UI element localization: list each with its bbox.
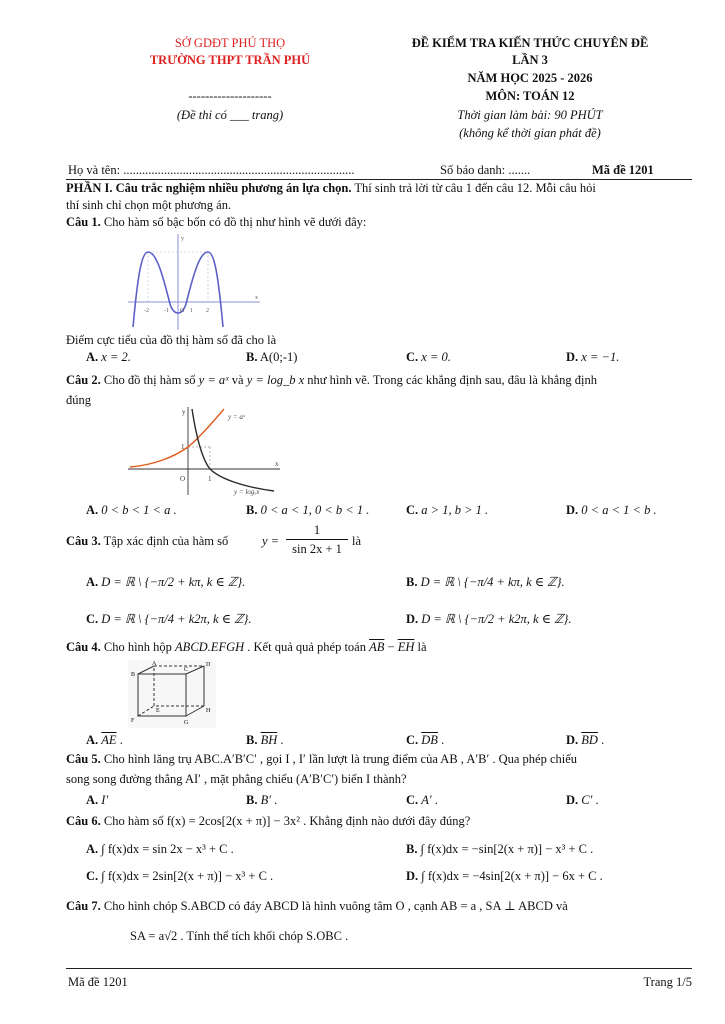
q7-stem-2: SA = a√2 . Tính thể tích khối chóp S.OBC . [130,929,349,943]
q5-label: Câu 5. [66,752,101,766]
exam-code: Mã đề 1201 [592,163,654,177]
q1-tick-neg1: -1 [164,308,169,314]
q4-label-h: H [206,708,211,714]
q2-x-one: 1 [208,475,212,483]
q2-stem-2: đúng [66,393,91,407]
q6-stem: Câu 6. Cho hàm số f(x) = 2cos[2(x + π)] − 3x² . Khẳng định nào dưới đây đúng? [66,814,471,828]
q5-option-c[interactable]: C. A′ . [406,793,438,807]
q4-stem: Câu 4. Cho hình hộp ABCD.EFGH . Kết quả quả phép toán $\overline{AB} - \overline{EH}$ là [66,640,427,654]
q4-box-figure [128,660,216,728]
q5-option-b[interactable]: B. B′ . [246,793,278,807]
q4-label-b: B [131,672,136,678]
dept-name: SỞ GDĐT PHÚ THỌ [174,36,286,50]
q5-stem: Câu 5. Cho hình lăng trụ ABC.A′B′C′ , gọi I , I′ lần lượt là trung điểm của AB , A′B′ . Qua phép chiếu [66,752,578,766]
q1-label: Câu 1. [66,215,101,229]
q2-y-one: 1 [181,443,185,451]
header-dashes: -------------------- [188,89,272,103]
part1-desc-2: thí sinh chỉ chọn một phương án. [66,198,232,212]
q1-x-label: x [255,295,258,301]
q6-label: Câu 6. [66,814,101,828]
q2-option-d[interactable]: D. 0 < a < 1 < b . [566,503,657,517]
q4-label-e: E [156,708,160,714]
exam-title: ĐỀ KIỂM TRA KIẾN THỨC CHUYÊN ĐỀ [411,36,649,50]
q7-stem: Câu 7. Cho hình chóp S.ABCD có đáy ABCD là hình vuông tâm O , cạnh AB = a , SA ⊥ ABCD và [66,899,568,913]
header-rule [66,179,692,180]
q2-func-exp: y = aˣ [198,373,229,387]
q1-tick-2: 2 [206,308,209,314]
q4-label: Câu 4. [66,640,101,654]
q2-option-b[interactable]: B. 0 < a < 1, 0 < b < 1 . [246,503,370,517]
q4-label-f: F [131,718,135,724]
q3-func-den: sin 2x + 1 [292,542,342,556]
q5-option-d[interactable]: D. C′ . [566,793,599,807]
q4-vector-eh: $\overline{EH}$ [397,640,415,654]
q3-option-a[interactable]: A. D = ℝ \ {−π/2 + kπ, k ∈ ℤ}. [86,575,246,589]
q3-option-c[interactable]: C. D = ℝ \ {−π/4 + k2π, k ∈ ℤ}. [86,612,252,626]
q4-option-c[interactable]: C. $\overline{DB}$ . [406,733,445,747]
student-id-field: Số báo danh: ....... [440,163,531,177]
q4-option-d[interactable]: D. $\overline{BD}$ . [566,733,605,747]
q2-option-c[interactable]: C. a > 1, b > 1 . [406,503,489,517]
q7-label: Câu 7. [66,899,101,913]
q3-option-b[interactable]: B. D = ℝ \ {−π/4 + kπ, k ∈ ℤ}. [406,575,565,589]
q4-option-b[interactable]: B. $\overline{BH}$ . [246,733,284,747]
footer-rule [66,968,692,969]
exam-round: LẦN 3 [512,53,548,67]
q2-log-label: y = logₓx [234,488,260,496]
q4-label-c: C [184,667,189,673]
q2-log-curve [192,409,274,491]
subject: MÔN: TOÁN 12 [485,89,575,103]
q1-tick-neg2: -2 [144,308,149,314]
q2-exp-label: y = aˣ [228,413,245,421]
q3-la: là [352,534,362,548]
q1-option-b[interactable]: B. A(0;-1) [246,350,298,364]
q2-label: Câu 2. [66,373,101,387]
q2-origin: O [180,475,186,483]
q3-option-d[interactable]: D. D = ℝ \ {−π/2 + k2π, k ∈ ℤ}. [406,612,572,626]
q1-origin: O [180,308,185,314]
q2-stem: Câu 2. Cho đồ thị hàm số y = aˣ và y = log_b x như hình vẽ. Trong các khẳng định sau, đâu là khẳng định [66,373,597,387]
q2-y-label: y [182,408,186,416]
footer-page: Trang 1/5 [643,975,692,989]
q4-label-g: G [184,720,189,726]
q4-option-a[interactable]: A. $\overline{AE}$ . [86,733,123,747]
q5-option-a[interactable]: A. I′ [86,793,109,807]
time-note: (không kể thời gian phát đề) [459,126,601,140]
part1-desc: Thí sinh trả lời từ câu 1 đến câu 12. Mỗi câu hỏi [351,181,596,195]
q1-y-label: y [181,236,184,242]
q2-graph [124,405,284,497]
part1-title: PHẦN I. Câu trắc nghiệm nhiều phương án lựa chọn. [66,181,352,195]
q6-option-a[interactable]: A. ∫ f(x)dx = sin 2x − x³ + C . [86,842,234,856]
q1-text: Cho hàm số bậc bốn có đồ thị như hình vẽ dưới đây: [100,215,367,229]
q1-option-c[interactable]: C. x = 0. [406,350,451,364]
q1-stem [66,215,690,230]
q6-option-b[interactable]: B. ∫ f(x)dx = −sin[2(x + π)] − x³ + C . [406,842,594,856]
q3-fraction-bar [286,539,348,540]
q3-func-lhs: y = [262,534,280,548]
q4-label-d: D [206,662,211,668]
q6-option-c[interactable]: C. ∫ f(x)dx = 2sin[2(x + π)] − x³ + C . [86,869,274,883]
name-field: Họ và tên: .......................................................................... [68,163,355,177]
school-name: TRƯỜNG THPT TRẦN PHÚ [149,53,311,67]
q2-func-log: y = log_b x [246,373,305,387]
q4-vector-ab: $\overline{AB}$ [369,640,385,654]
q1-tick-1: 1 [190,308,193,314]
q2-option-a[interactable]: A. 0 < b < 1 < a . [86,503,177,517]
part1-intro [66,181,690,196]
q3-label: Câu 3. [66,534,101,548]
footer-code: Mã đề 1201 [68,975,128,989]
q1-graph [128,232,264,332]
q3-func-num: 1 [313,523,321,537]
q2-exp-curve [130,409,224,467]
q1-option-a[interactable]: A. x = 2. [86,350,131,364]
time-limit: Thời gian làm bài: 90 PHÚT [457,108,603,122]
q6-option-d[interactable]: D. ∫ f(x)dx = −4sin[2(x + π)] − 6x + C . [406,869,603,883]
pages-note: (Đề thi có ___ trang) [176,108,284,122]
q1-prompt: Điểm cực tiểu của đồ thị hàm số đã cho là [66,333,277,347]
q3-stem: Câu 3. Tập xác định của hàm số [66,534,229,548]
q5-stem-2: song song đường thẳng AI′ , mặt phẳng chiếu (A′B′C′) biến I thành? [66,772,407,786]
q4-label-a: A [152,661,157,667]
school-year: NĂM HỌC 2025 - 2026 [467,71,593,85]
q2-x-label: x [275,460,279,468]
q1-option-d[interactable]: D. x = −1. [566,350,620,364]
